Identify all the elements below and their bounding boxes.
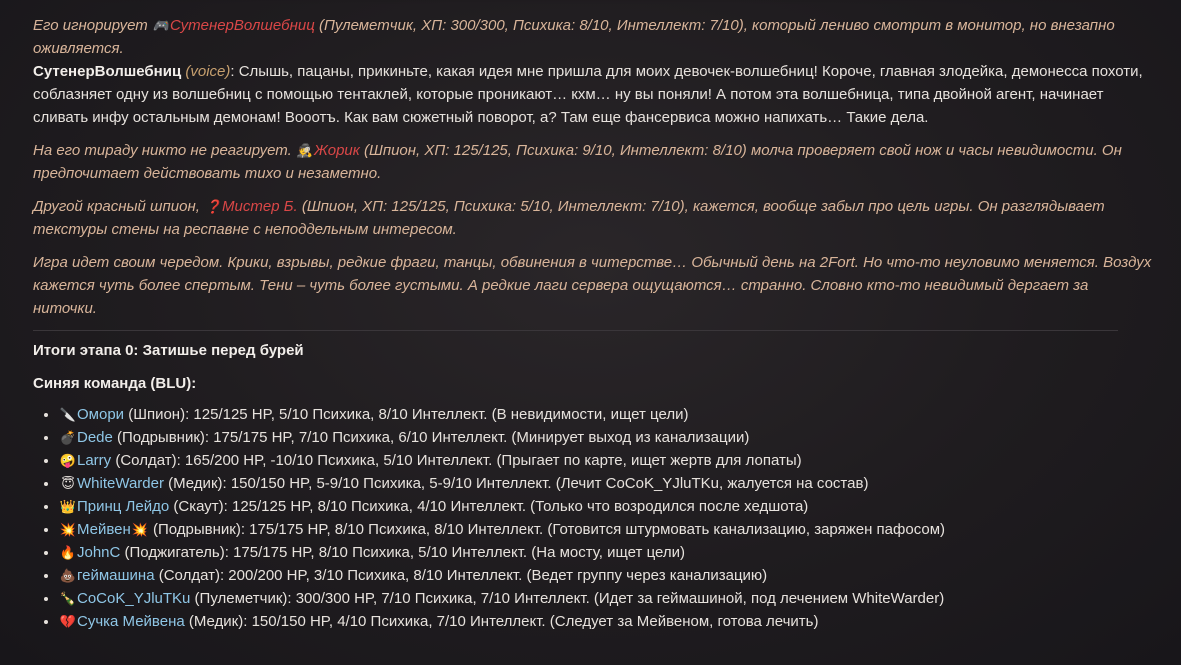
narration-paragraph-1: [33, 14, 1153, 60]
player-list-item: [59, 472, 1153, 495]
player-name: Сучка Мейвена: [77, 613, 185, 630]
player-name: Larry: [77, 452, 112, 469]
player-stats: (Медик): 150/150 HP, 4/10 Психика, 7/10 Интеллект. (Следует за Мейвеном, готова лечить): [184, 613, 819, 630]
player-stats: (Скаут): 125/125 HP, 8/10 Психика, 4/10 Интеллект. (Только что возродился после хедшота): [169, 498, 809, 515]
character-name: Мистер Б.: [222, 198, 298, 215]
divider: [33, 330, 1118, 331]
player-name: Мейвен: [77, 521, 131, 538]
gamepad-icon: 🎮: [152, 18, 170, 33]
speech-text: : Слышь, пацаны, прикиньте, какая идея мне пришла для моих девочек-волшебниц! Короче, главная злодейка, демонесса похоти, соблазняет одну из волшебниц с помощью тентаклей, которые проникают… кхм… ну вы поняли! А потом эта волшебница, типа двойной агент, начинает сливать инфу остальным демонам! Вооотъ. Как вам сюжетный поворот, а? Там еще фансервиса можно напихать… Такие дела.: [33, 63, 1143, 126]
broken-heart-icon: 💔: [59, 614, 77, 629]
player-list-item: [59, 610, 1153, 633]
crazy-face-icon: 🤪: [59, 453, 77, 468]
player-list-item: [59, 564, 1153, 587]
speaker-name: СутенерВолшебниц: [33, 63, 182, 80]
team-heading: Синяя команда (BLU):: [33, 375, 197, 392]
player-stats: (Подрывник): 175/175 HP, 8/10 Психика, 8/10 Интеллект. (Готовится штурмовать канализацию, заряжен пафосом): [148, 521, 946, 538]
angel-face-icon: 😇: [61, 476, 75, 491]
player-name: Dede: [77, 429, 113, 446]
player-stats: (Солдат): 200/200 HP, 3/10 Психика, 8/10 Интеллект. (Ведет группу через канализацию): [154, 567, 768, 584]
player-list-item: [59, 495, 1153, 518]
player-name: Принц Лейдо: [77, 498, 170, 515]
player-stats: (Поджигатель): 175/175 HP, 8/10 Психика, 5/10 Интеллект. (На мосту, ищет цели): [120, 544, 685, 561]
collision-icon: 💥: [131, 522, 148, 537]
player-stats: (Медик): 150/150 HP, 5-9/10 Психика, 5-9/10 Интеллект. (Лечит CoCoK_YJluTKu, жалуется на состав): [163, 475, 869, 492]
character-name: Жорик: [313, 142, 360, 159]
character-name: СутенерВолшебниц: [169, 17, 315, 34]
player-stats: (Подрывник): 175/175 HP, 7/10 Психика, 6/10 Интеллект. (Минирует выход из канализации): [112, 429, 750, 446]
bomb-icon: 💣: [59, 430, 77, 445]
player-name: геймашина: [77, 567, 155, 584]
player-list-item: [59, 449, 1153, 472]
player-name: Омори: [77, 406, 125, 423]
player-stats: (Солдат): 165/200 HP, -10/10 Психика, 5/10 Интеллект. (Прыгает по карте, ищет жертв для лопаты): [111, 452, 802, 469]
player-name: JohnC: [77, 544, 121, 561]
player-list-item: [59, 518, 1153, 541]
narration-text: На его тираду никто не реагирует.: [33, 142, 296, 159]
question-icon: ❓: [204, 199, 222, 214]
spy-icon: 🕵: [296, 143, 314, 158]
narration-text: (Шпион, ХП: 125/125, Психика: 5/10, Интеллект: 7/10), кажется, вообще забыл про цель игры. Он разглядывает текстуры стены на респавне с неподдельным интересом.: [33, 198, 1105, 238]
player-list-item: [59, 541, 1153, 564]
player-name: WhiteWarder: [77, 475, 164, 492]
narration-text: (Шпион, ХП: 125/125, Психика: 9/10, Интеллект: 8/10) молча проверяет свой нож и часы невидимости. Он предпочитает действовать тихо и незаметно.: [33, 142, 1122, 182]
collision-icon: 💥: [59, 522, 77, 537]
player-stats: (Пулеметчик): 300/300 HP, 7/10 Психика, 7/10 Интеллект. (Идет за геймашиной, под лечением WhiteWarder): [190, 590, 945, 607]
knife-icon: 🔪: [59, 407, 77, 422]
speech-paragraph: [33, 60, 1153, 129]
player-list-item: [59, 426, 1153, 449]
summary-title: Итоги этапа 0: Затишье перед бурей: [33, 342, 304, 359]
player-list-item: [59, 587, 1153, 610]
narration-paragraph-3: [33, 195, 1153, 241]
narration-paragraph-4: Игра идет своим чередом. Крики, взрывы, редкие фраги, танцы, обвинения в читерстве… Обычный день на 2Fort. Но что-то неуловимо меняется. Воздух кажется чуть более спертым. Тени – чуть более густыми. А редкие лаги сервера ощущаются… странно. Словно кто-то невидимый дергает за ниточки.: [33, 254, 1152, 317]
narration-text: (Пулеметчик, ХП: 300/300, Психика: 8/10, Интеллект: 7/10), который лениво смотрит в монитор, но внезапно оживляется.: [33, 17, 1115, 57]
narration-text: Его игнорирует: [33, 17, 152, 34]
voice-tag: (voice): [185, 63, 231, 80]
player-stats: (Шпион): 125/125 HP, 5/10 Психика, 8/10 Интеллект. (В невидимости, ищет цели): [124, 406, 689, 423]
player-list-item: [59, 403, 1153, 426]
player-list: [33, 403, 1153, 633]
narration-paragraph-2: [33, 139, 1153, 185]
narration-text: Другой красный шпион,: [33, 198, 205, 215]
fire-icon: 🔥: [59, 545, 77, 560]
bottle-icon: 🍾: [59, 591, 77, 606]
poop-icon: 💩: [59, 568, 77, 583]
player-name: CoCoK_YJluTKu: [77, 590, 191, 607]
chat-log: [33, 0, 1153, 633]
crown-icon: 👑: [59, 499, 77, 514]
